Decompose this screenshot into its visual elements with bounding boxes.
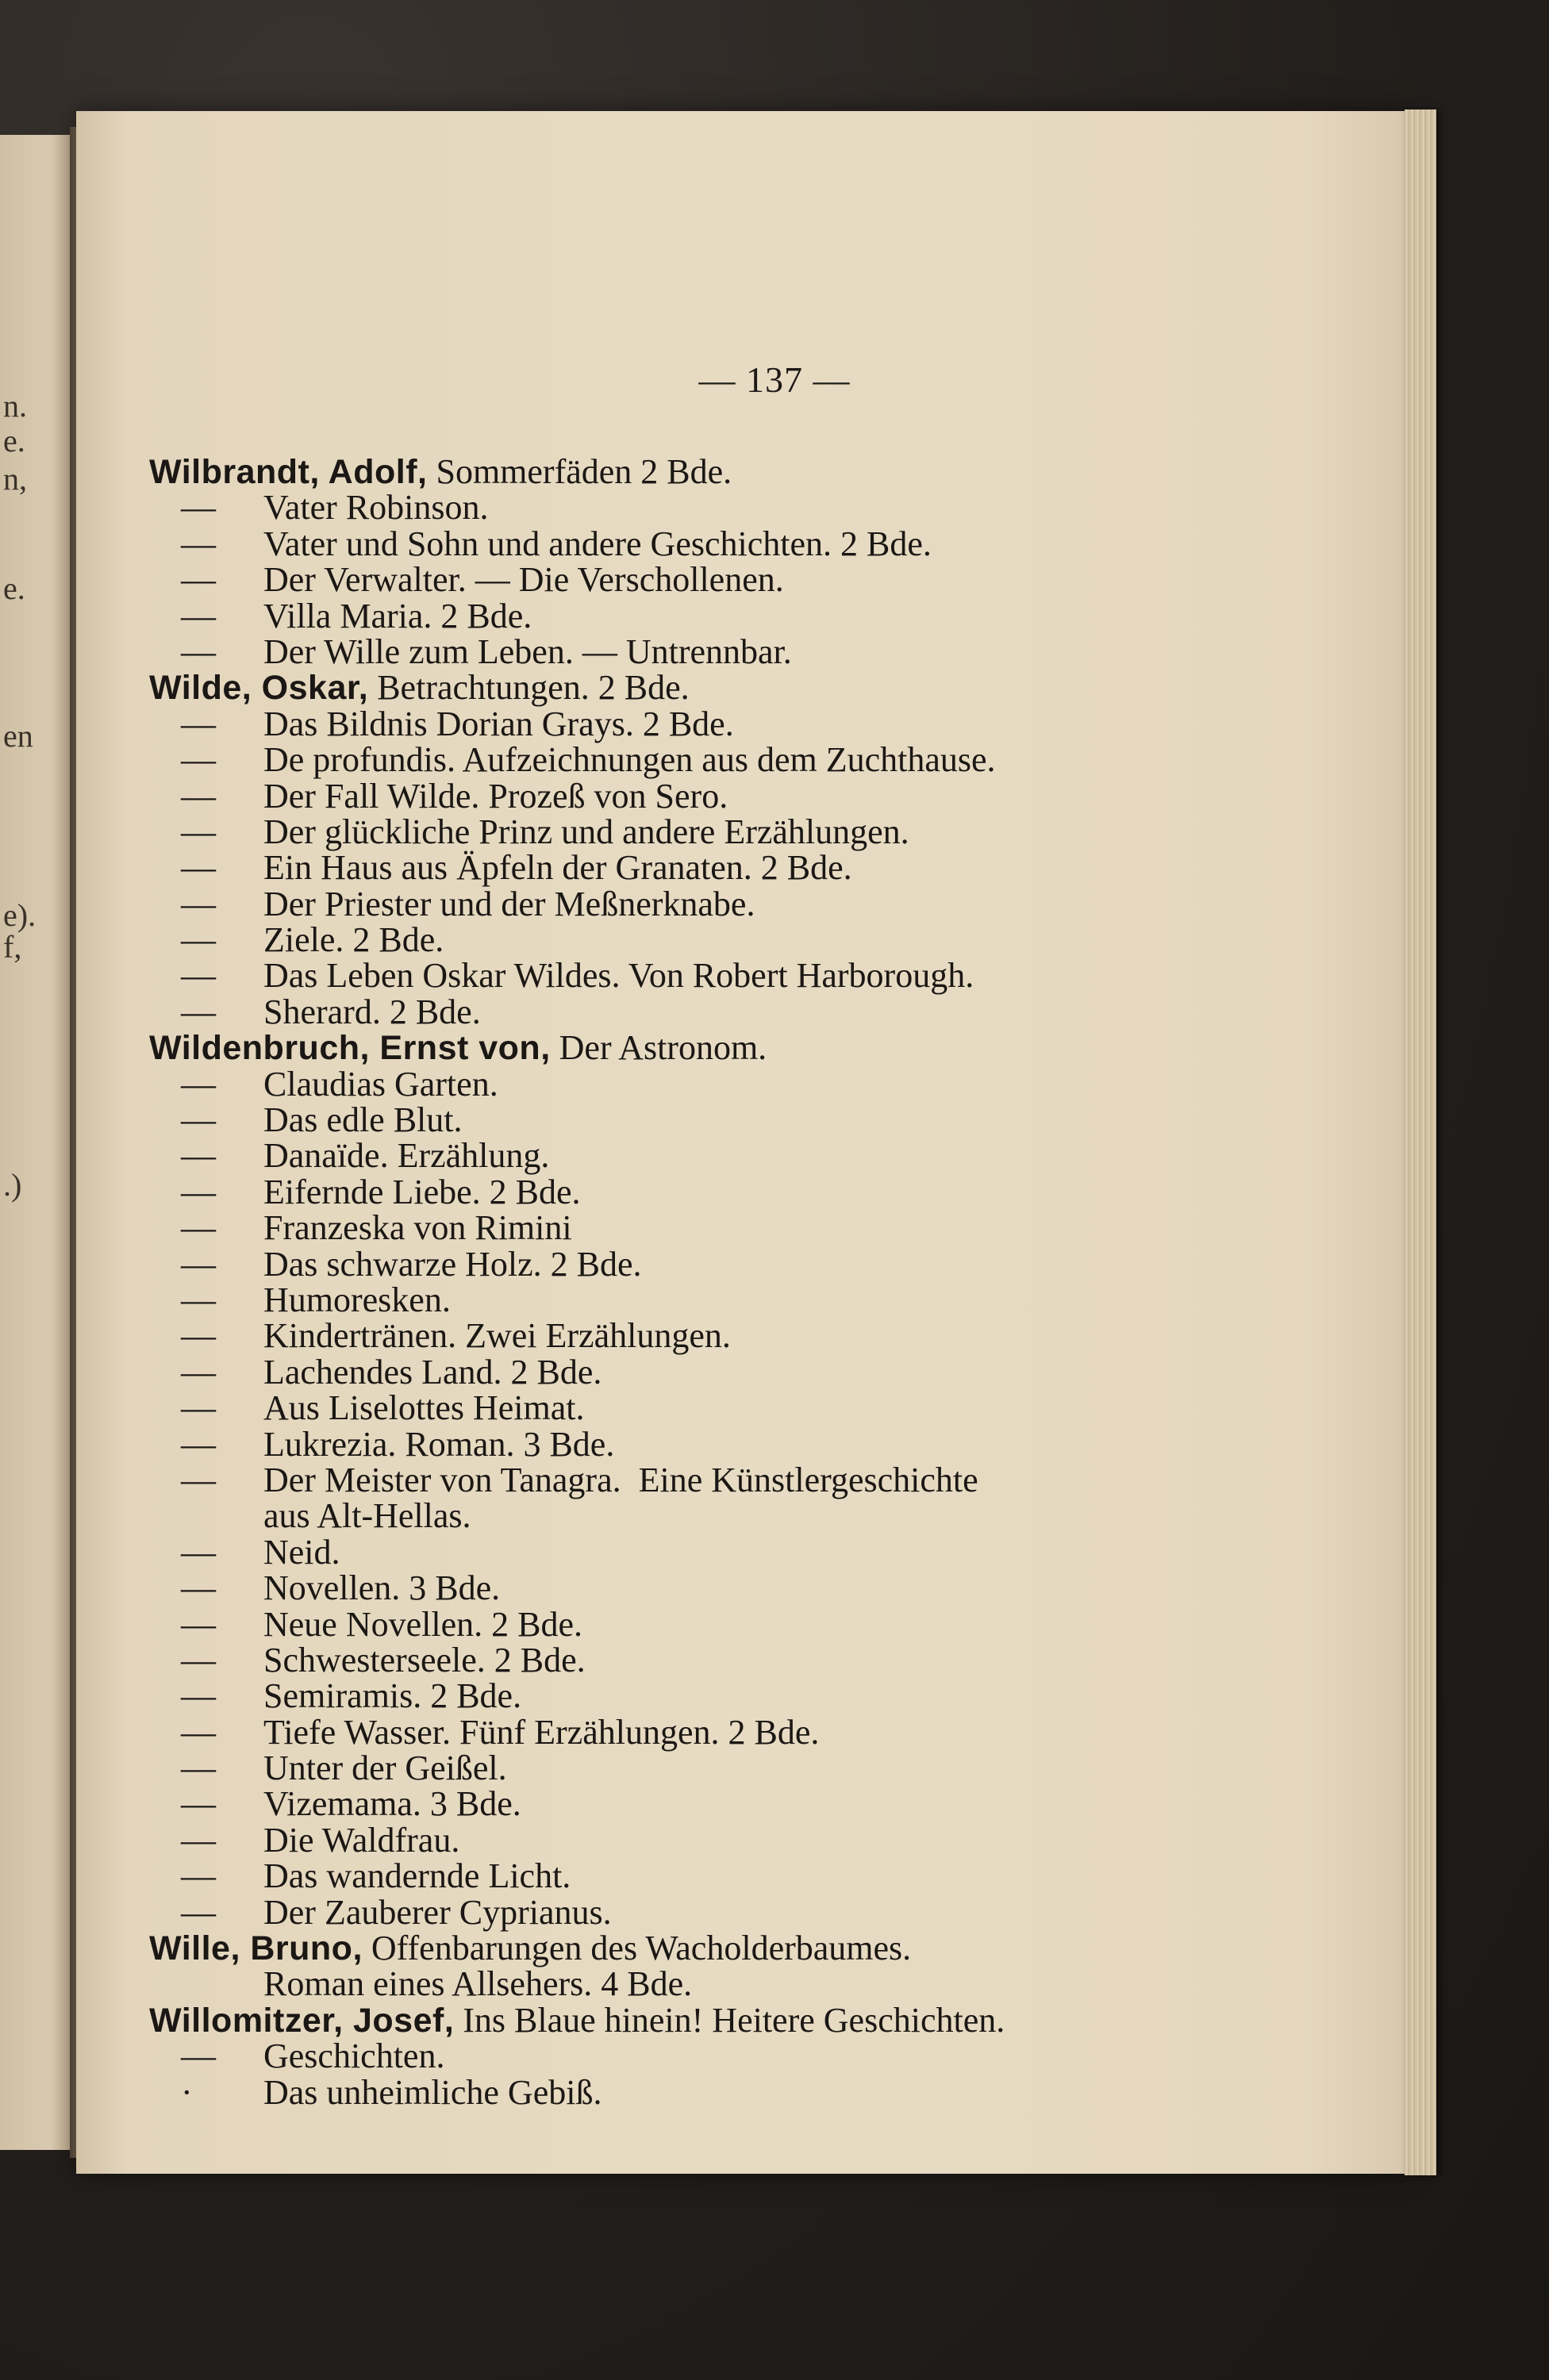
title-text: Ins Blaue hinein! Heitere Geschichten. [463,2000,1005,2040]
ditto-dash: — [181,1892,216,1932]
title-entry [149,1426,1276,1462]
title-text: Kindertränen. Zwei Erzählungen. [263,1316,731,1356]
ditto-dash: — [181,631,216,671]
continuation-line [149,1966,1276,2002]
title-entry [149,1894,1276,1930]
ditto-dash: — [181,488,216,528]
ditto-dash: — [181,992,216,1031]
ditto-dash: — [181,1424,216,1464]
title-entry [149,1822,1276,1858]
ditto-dash: — [181,1820,216,1860]
ditto-dash: — [181,1568,216,1608]
ditto-dash: — [181,1172,216,1211]
ditto-dash: — [181,812,216,851]
title-text: Sommerfäden 2 Bde. [436,452,732,491]
title-entry [149,1136,1276,1176]
title-text: Das Leben Oskar Wildes. Von Robert Harborough. [263,956,974,996]
title-entry [149,1534,1276,1570]
ditto-dash: — [181,1749,216,1788]
title-entry [149,598,1276,634]
ditto-dash: — [181,1460,216,1499]
title-text: Unter der Geißel. [263,1749,507,1788]
page-number-header: — 137 — [698,359,851,400]
title-entry [149,1714,1276,1750]
author-name: Wille, Bruno, [149,1929,363,1968]
ditto-dash: — [181,1280,216,1319]
title-entry [149,1606,1276,1642]
title-text: aus Alt-Hellas. [263,1496,471,1536]
title-text: Ein Haus aus Äpfeln der Granaten. 2 Bde. [263,848,852,888]
prev-page-fragment: e. [3,423,25,459]
ditto-dash: — [181,1316,216,1356]
title-text: Villa Maria. 2 Bde. [263,596,532,635]
author-entry [149,1930,1276,1966]
title-entry [149,560,1276,600]
ditto-dash: — [181,740,216,780]
author-name: Wilbrandt, Adolf, [149,453,428,491]
author-name: Wilde, Oskar, [149,669,369,708]
ditto-dash: — [181,1100,216,1140]
ditto-dash: — [181,2036,216,2076]
title-text: Der Fall Wilde. Prozeß von Sero. [263,776,728,816]
title-entry [149,706,1276,742]
title-text: Die Waldfrau. [263,1820,460,1860]
author-entry [149,1028,1276,1068]
title-text: Eifernde Liebe. 2 Bde. [263,1172,581,1211]
title-entry [149,1750,1276,1786]
title-text: Das Bildnis Dorian Grays. 2 Bde. [263,704,734,743]
title-text: Der Priester und der Meßnerknabe. [263,884,755,923]
title-entry [149,631,1276,671]
prev-page-fragment: .) [3,1167,22,1203]
title-entry [149,1174,1276,1210]
ditto-dash: — [181,1856,216,1896]
title-entry [149,1354,1276,1390]
title-text: Vater Robinson. [263,488,489,528]
title-text: Der Meister von Tanagra. Eine Künstlergeschichte [263,1460,978,1499]
author-entry [149,2002,1276,2038]
ditto-dash: — [181,1064,216,1104]
ditto-dash: — [181,560,216,600]
title-entry [149,1462,1276,1498]
title-text: Roman eines Allsehers. 4 Bde. [263,1964,693,2004]
title-entry [149,1246,1276,1282]
title-entry [149,1102,1276,1138]
title-entry [149,1390,1276,1426]
previous-page-edge [0,135,73,2150]
title-text: Neid. [263,1532,340,1572]
ditto-dash: · [181,2072,193,2112]
title-text: Franzeska von Rimini [263,1208,572,1248]
title-text: Der Zauberer Cyprianus. [263,1892,612,1932]
book-page [76,111,1409,2174]
ditto-dash: — [181,596,216,635]
prev-page-fragment: e). [3,897,37,933]
title-entry [149,2038,1276,2074]
title-text: Tiefe Wasser. Fünf Erzählungen. 2 Bde. [263,1712,820,1752]
ditto-dash: — [181,524,216,563]
ditto-dash: — [181,1784,216,1824]
prev-page-fragment: en [3,718,33,754]
prev-page-fragment: f, [3,929,22,965]
title-text: Vizemama. 3 Bde. [263,1784,521,1824]
ditto-dash: — [181,1712,216,1752]
title-entry [149,488,1276,528]
author-name: Willomitzer, Josef, [149,2001,455,2040]
page-header [76,359,1409,401]
ditto-dash: — [181,1352,216,1392]
catalog-entries [149,454,1276,2110]
ditto-dash: — [181,1640,216,1679]
title-text: Offenbarungen des Wacholderbaumes. [371,1929,912,1968]
title-entry [149,814,1276,850]
title-entry [149,526,1276,562]
title-text: Lachendes Land. 2 Bde. [263,1352,602,1392]
ditto-dash: — [181,1604,216,1644]
title-entry [149,1858,1276,1894]
author-entry [149,454,1276,489]
title-entry [149,1066,1276,1102]
ditto-dash: — [181,776,216,816]
prev-page-fragment: e. [3,570,25,606]
ditto-dash: — [181,1208,216,1248]
title-text: Schwesterseele. 2 Bde. [263,1640,586,1679]
ditto-dash: — [181,1676,216,1716]
title-text: Vater und Sohn und andere Geschichten. 2 Bde. [263,524,932,563]
ditto-dash: — [181,884,216,923]
title-entry [149,1316,1276,1356]
prev-page-fragment: n. [3,388,27,424]
ditto-dash: — [181,1532,216,1572]
title-text: Aus Liselottes Heimat. [263,1388,585,1428]
title-entry [149,2072,1276,2112]
title-text: Sherard. 2 Bde. [263,992,481,1031]
title-entry [149,1210,1276,1246]
title-entry [149,956,1276,996]
prev-page-fragment: n, [3,461,27,497]
title-text: Danaïde. Erzählung. [263,1136,550,1176]
title-text: Das wandernde Licht. [263,1856,571,1896]
title-text: Das edle Blut. [263,1100,463,1140]
ditto-dash: — [181,1388,216,1428]
title-entry [149,1570,1276,1606]
title-entry [149,1642,1276,1678]
title-entry [149,886,1276,922]
title-text: Humoresken. [263,1280,451,1319]
title-entry [149,740,1276,780]
title-text: Semiramis. 2 Bde. [263,1676,522,1716]
author-entry [149,668,1276,708]
title-text: Betrachtungen. 2 Bde. [377,668,690,708]
title-text: Der Astronom. [559,1028,767,1068]
title-text: Das unheimliche Gebiß. [263,2072,602,2112]
title-text: Der Verwalter. — Die Verschollenen. [263,560,784,600]
title-entry [149,1282,1276,1318]
title-text: Ziele. 2 Bde. [263,920,444,960]
title-entry [149,1784,1276,1824]
title-text: Der Wille zum Leben. — Untrennbar. [263,631,792,671]
title-text: Das schwarze Holz. 2 Bde. [263,1244,642,1284]
ditto-dash: — [181,1244,216,1284]
ditto-dash: — [181,920,216,960]
title-text: Neue Novellen. 2 Bde. [263,1604,582,1644]
ditto-dash: — [181,848,216,888]
author-name: Wildenbruch, Ernst von, [149,1029,551,1068]
ditto-dash: — [181,956,216,996]
continuation-line [149,1498,1276,1534]
title-entry [149,778,1276,814]
ditto-dash: — [181,1136,216,1176]
title-text: Novellen. 3 Bde. [263,1568,501,1608]
title-text: Der glückliche Prinz und andere Erzählungen. [263,812,909,851]
title-text: Claudias Garten. [263,1064,498,1104]
title-text: Lukrezia. Roman. 3 Bde. [263,1424,615,1464]
title-text: Geschichten. [263,2036,445,2076]
ditto-dash: — [181,704,216,743]
title-entry [149,1678,1276,1714]
title-text: De profundis. Aufzeichnungen aus dem Zuchthause. [263,740,996,780]
title-entry [149,994,1276,1030]
page-stack-edges [1405,109,1436,2175]
title-entry [149,848,1276,888]
title-entry [149,922,1276,958]
